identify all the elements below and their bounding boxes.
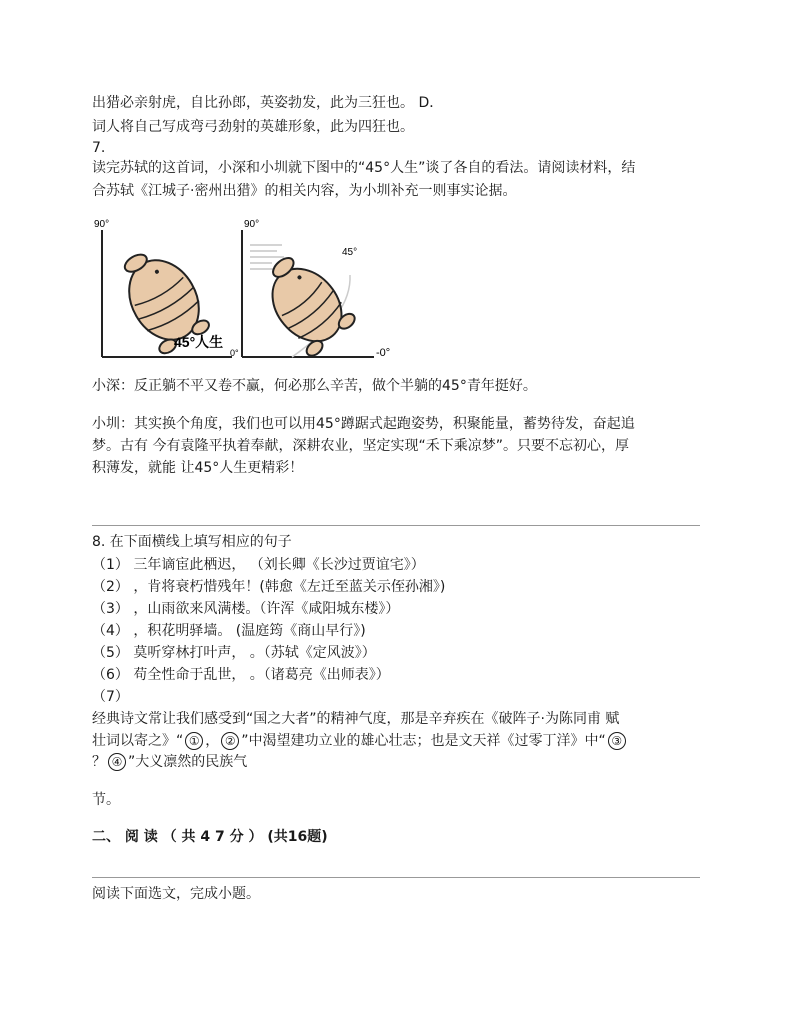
option-c-text: 出猎必亲射虎，自比孙郎，英姿勃发，此为三狂也。 D． (92, 95, 444, 111)
reading-intro: 阅读下面选文，完成小题。 (92, 886, 260, 902)
q8-p7-text-b: ， (205, 733, 220, 749)
q8-item-3: （3） ，山雨欲来风满楼。（许浑《咸阳城东楼》） (92, 601, 400, 617)
divider (92, 525, 700, 526)
q8-p7-text-d: ？ (92, 754, 106, 770)
q8-item-4: （4） ，积花明驿墙。 (温庭筠《商山早行》) (92, 623, 366, 639)
section-2-heading: 二、 阅 读 （ 共 4 7 分 ） (共16题) (92, 829, 328, 845)
q8-item-2: （2） ，肯将衰朽惜残年！(韩愈《左迁至蓝关示侄孙湘》) (92, 579, 446, 595)
figure-45-life (92, 215, 412, 365)
right-top-label: 90° (244, 219, 260, 230)
xiaozhen-view: 小圳：其实换个角度，我们也可以用45°蹲踞式起跑姿势，积聚能量，蓄势待发，奋起追 (92, 416, 635, 432)
divider-2 (92, 877, 700, 878)
question-8-title: 8. 在下面横线上填写相应的句子 (92, 534, 292, 550)
question-7-number: 7. (92, 140, 106, 156)
xiaozhen-view-end: 积薄发，就能 让45°人生更精彩！ (92, 460, 304, 476)
question-7-prompt: 读完苏轼的这首词，小深和小圳就下图中的“45°人生”谈了各自的看法。请阅读材料，结 (92, 160, 636, 176)
q8-p7-line3 (92, 752, 247, 772)
q8-p7-line2 (92, 731, 628, 751)
right-zero-label: -0° (376, 347, 391, 359)
xiaoshen-view: 小深：反正躺不平又卷不赢，何必那么辛苦，做个半躺的45°青年挺好。 (92, 378, 537, 394)
q8-item-6: （6） 苟全性命于乱世， 。（诸葛亮《出师表》） (92, 667, 390, 683)
q8-item-5: （5） 莫听穿林打叶声， 。（苏轼《定风波》） (92, 645, 376, 661)
q8-p7-text-c: ”中渴望建功立业的雄心壮志；也是文天祥《过零丁洋》中“ (241, 733, 606, 749)
figure-svg (92, 215, 412, 365)
blank-2-marker: ② (221, 732, 239, 750)
left-top-label: 90° (94, 219, 110, 230)
right-angle-label: 45° (342, 247, 358, 258)
blank-4-marker: ④ (108, 753, 126, 771)
q8-p7-text-e: ”大义凛然的民族气 (128, 754, 248, 770)
q8-p7-text-a: 壮词以寄之》“ (92, 733, 184, 749)
q8-p7-line4: 节。 (92, 792, 120, 808)
blank-1-marker: ① (185, 732, 203, 750)
q8-p7-line1: 经典诗文常让我们感受到“国之大者”的精神气度，那是辛弃疾在《破阵子·为陈同甫 赋 (92, 711, 620, 727)
blank-3-marker: ③ (608, 732, 626, 750)
option-d-text: 词人将自己写成弯弓劲射的英雄形象，此为四狂也。 (92, 119, 414, 135)
xiaozhen-view-cont: 梦。古有 今有袁隆平执着奉献，深耕农业，坚定实现“禾下乘凉梦”。只要不忘初心，厚 (92, 438, 629, 454)
left-caption: 45°人生 (174, 334, 224, 350)
q8-item-7: （7） (92, 689, 129, 705)
left-zero-label: 0° (230, 348, 239, 358)
question-7-prompt-cont: 合苏轼《江城子·密州出猎》的相关内容，为小圳补充一则事实论据。 (92, 183, 517, 199)
q8-item-1: （1） 三年谪宦此栖迟， （刘长卿《长沙过贾谊宅》） (92, 557, 425, 573)
